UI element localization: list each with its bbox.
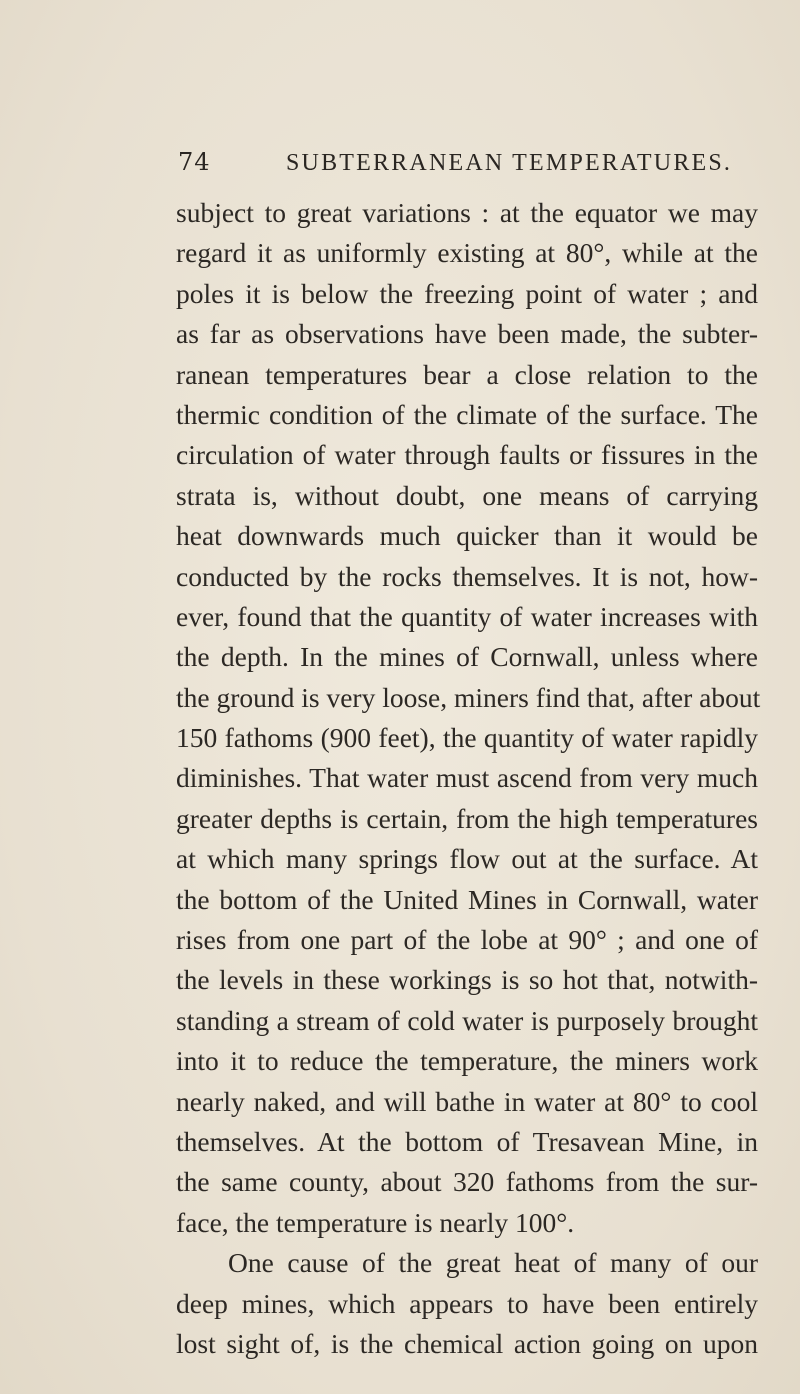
text-line: ever, found that the quantity of water increases with (176, 600, 758, 632)
text-line: diminishes. That water must ascend from very much (176, 762, 758, 794)
text-line: greater depths is certain, from the high temperatures (176, 802, 758, 834)
text-line: ranean temperatures bear a close relation to the (176, 358, 758, 390)
page-number: 74 (178, 148, 211, 176)
body-text (176, 193, 761, 1364)
text-line: deep mines, which appears to have been entirely (176, 1287, 758, 1319)
text-line: face, the temperature is nearly 100°. (176, 1206, 575, 1238)
text-line: the depth. In the mines of Cornwall, unless where (176, 641, 758, 673)
text-line: regard it as uniformly existing at 80°, while at the (176, 237, 758, 269)
text-line: strata is, without doubt, one means of carrying (176, 479, 758, 511)
text-line: standing a stream of cold water is purposely brought (176, 1004, 758, 1036)
running-head (178, 148, 758, 178)
text-line: One cause of the great heat of many of our (228, 1247, 758, 1279)
text-line: themselves. At the bottom of Tresavean Mine, in (176, 1125, 758, 1157)
text-line: circulation of water through faults or fissures in the (176, 439, 758, 471)
text-line: rises from one part of the lobe at 90° ; and one of (176, 924, 758, 956)
text-line: into it to reduce the temperature, the miners work (176, 1045, 758, 1077)
text-line: heat downwards much quicker than it would be (176, 520, 758, 552)
text-line: thermic condition of the climate of the surface. The (176, 398, 758, 430)
paragraph-1 (176, 193, 761, 1243)
text-line: at which many springs flow out at the surface. At (176, 843, 758, 875)
paragraph-2 (176, 1243, 758, 1364)
text-line: the levels in these workings is so hot that, notwith- (176, 964, 758, 996)
text-line: nearly naked, and will bathe in water at 80° to cool (176, 1085, 758, 1117)
text-line: lost sight of, is the chemical action going on upon (176, 1327, 758, 1359)
text-line: conducted by the rocks themselves. It is not, how- (176, 560, 758, 592)
running-head-title: SUBTERRANEAN TEMPERATURES. (286, 150, 733, 176)
text-line: the bottom of the United Mines in Cornwall, water (176, 883, 758, 915)
text-line: the same county, about 320 fathoms from the sur- (176, 1166, 758, 1198)
text-line: the ground is very loose, miners find that, after about (176, 681, 761, 713)
text-line: as far as observations have been made, the subter- (176, 318, 758, 350)
text-line: 150 fathoms (900 feet), the quantity of water rapidly (176, 722, 758, 754)
text-line: subject to great variations : at the equator we may (176, 197, 758, 228)
text-line: poles it is below the freezing point of water ; and (176, 277, 758, 309)
